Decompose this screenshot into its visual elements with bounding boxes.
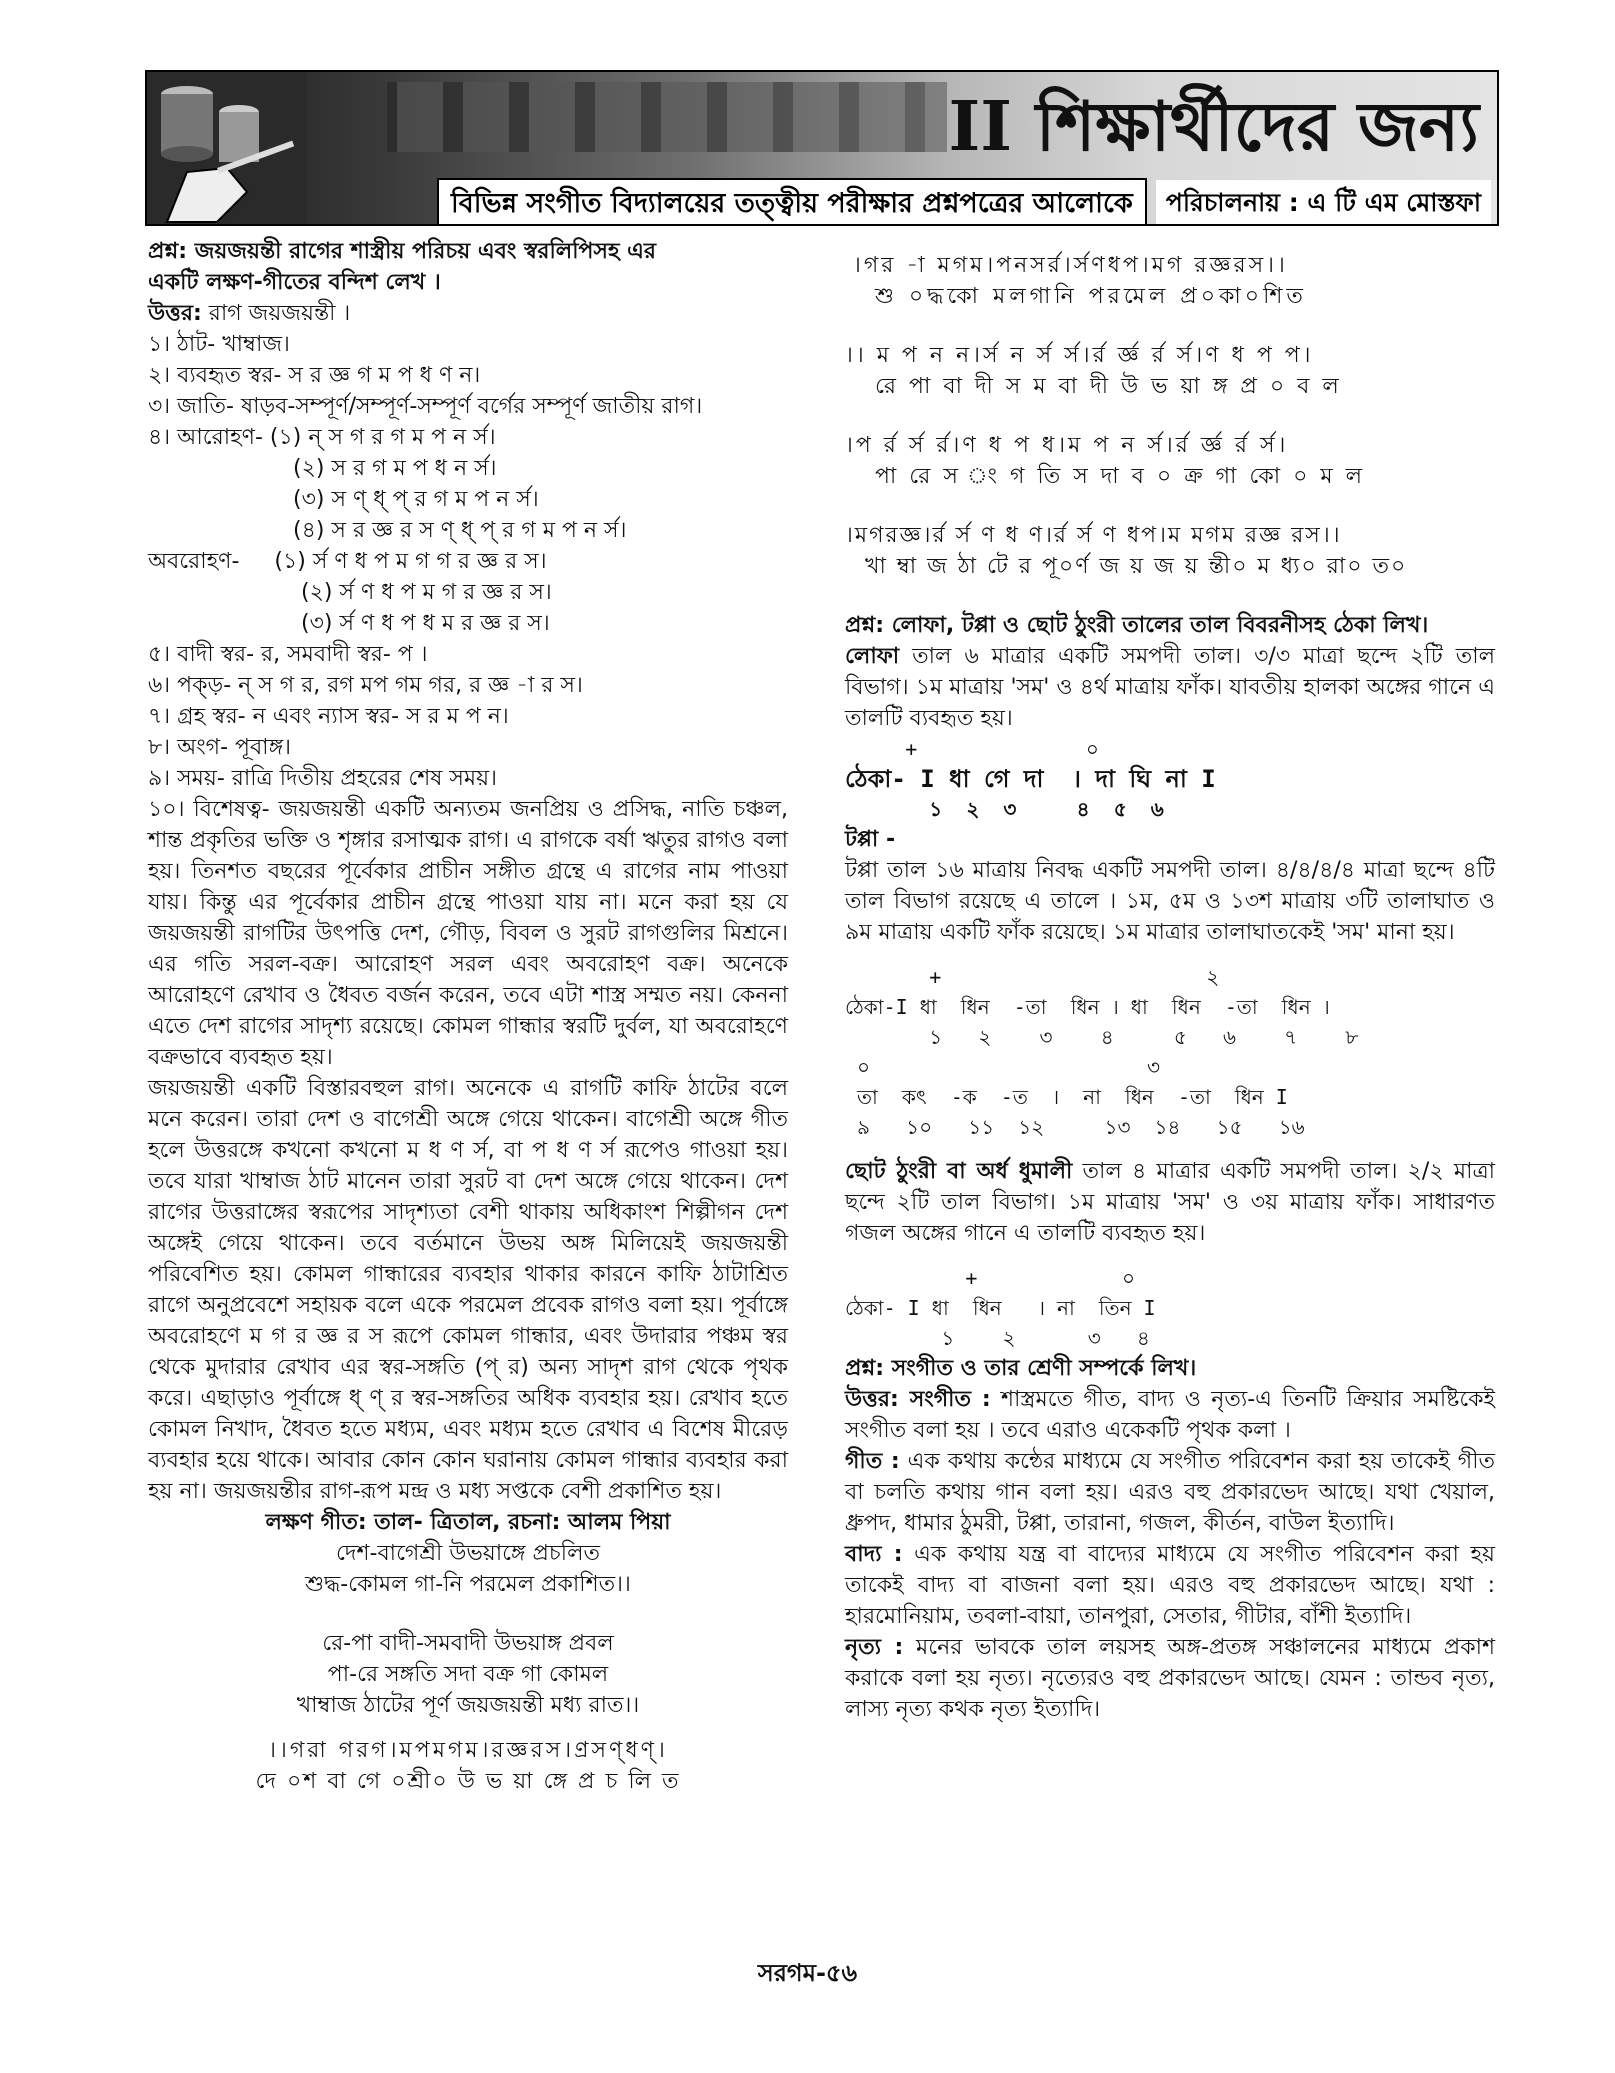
header-banner	[145, 70, 1499, 226]
question-1-cont: একটি লক্ষণ-গীতের বন্দিশ লেখ ।	[148, 270, 441, 295]
chhoto-thumri-numbers: ১ ২ ৩ ৪	[845, 1326, 1150, 1350]
chhoto-thumri-theka: ঠেকা- I ধা ধিন । না তিন I	[845, 1296, 1156, 1320]
banner-credit: পরিচালনায় : এ টি এম মোস্তফা	[1156, 180, 1491, 226]
nritya-description: নৃত্য : মনের ভাবকে তাল লয়সহ অঙ্গ-প্রতঙ্গ সঞ্চালনের মাধ্যমে প্রকাশ করাকে বলা হয় নৃত্য। নৃত্যেরও বহু প্রকারভেদ আছে। যেমন : তান্ডব নৃত্য, লাস্য নৃত্য কথক নৃত্য ইত্যাদি।	[845, 1635, 1495, 1722]
question-1: প্রশ্ন: জয়জয়ন্তী রাগের শাস্ত্রীয় পরিচয় এবং স্বরলিপিসহ এর	[148, 239, 657, 264]
point-8: ৮। অংগ- পূবাঙ্গ।	[148, 735, 292, 760]
tappa-numbers-1: ১ ২ ৩ ৪ ৫ ৬ ৭ ৮	[845, 1025, 1359, 1049]
notation-4-swar: ।প র্র র্স র্র।ণ ধ প ধ।ম প ন র্স।র্র র্জ্ঞ র্র র্স।	[845, 433, 1289, 458]
point-9: ৯। সময়- রাত্রি দিতীয় প্রহরের শেষ সময়।	[148, 766, 497, 791]
banner-subtitle: বিভিন্ন সংগীত বিদ্যালয়ের তত্ত্বীয় পরীক্ষার প্রশ্নপত্রের আলোকে	[437, 178, 1147, 226]
lyric-line-4: পা-রে সঙ্গতি সদা বক্র গা কোমল	[327, 1662, 609, 1687]
banner-title: II শিক্ষার্থীদের জন্য	[948, 87, 1479, 167]
arohan-3: (৩) স ণ্ ধ্ প্ র গ ম প ন র্স।	[293, 487, 539, 512]
arohan-4: (৪) স র জ্ঞ র স ণ্ ধ্ প্ র গ ম প ন র্স।	[293, 518, 627, 543]
point-2: ২। ব্যবহৃত স্বর- স র জ্ঞ গ ম প ধ ণ ন।	[148, 363, 481, 388]
arohan-2: (২) স র গ ম প ধ ন র্স।	[293, 456, 497, 481]
notation-3-swar: ।। ম প ন ন।র্স ন র্স র্স।র্র র্জ্ঞ র্র র্স।ণ ধ প প।	[845, 343, 1314, 368]
notation-1-swar: ।।গরা গরগ।মপমগম।রজ্ঞরস।ণ্রসণ্ধণ্।	[268, 1738, 668, 1763]
abarohan-3: (৩) র্স ণ ধ প ধ ম র জ্ঞ র স।	[301, 611, 550, 636]
point-5: ৫। বাদী স্বর- র, সমবাদী স্বর- প ।	[148, 642, 428, 667]
right-column	[845, 236, 1495, 1725]
tappa-heading: টপ্পা -	[845, 827, 896, 852]
lofa-theka: ঠেকা- I ধা গে দা । দা ঘি না I	[845, 765, 1216, 793]
notation-5-swar: ।মগরজ্ঞ।র্র র্স ণ ধ ণ।র্র র্স ণ ধপ।ম মগম রজ্ঞ রস।।	[845, 523, 1342, 548]
paragraph-raag-detail: জয়জয়ন্তী একটি বিস্তারবহুল রাগ। অনেকে এ রাগটি কাফি ঠাটের বলে মনে করেন। তারা দেশ ও বাগেশ্রী অঙ্গে গেয়ে থাকেন। বাগেশ্রী অঙ্গে গীত হলে উত্তরঙ্গে কখনো কখনো ম ধ ণ র্স, বা প ধ ণ র্স রূপেও গাওয়া হয়। তবে যারা খাম্বাজ ঠাট মানেন তারা সুরট বা দেশ অঙ্গে গেয়ে থাকেন। দেশ রাগের উত্তরাঙ্গের স্বরূপের সাদৃশ্যতা বেশী থাকায় অধিকাংশ শিল্পীগন দেশ অঙ্গেই গেয়ে থাকেন। তবে বর্তমানে উভয় অঙ্গ মিলিয়েই জয়জয়ন্তী পরিবেশিত হয়। কোমল গান্ধারের ব্যবহার থাকার কারনে কাফি ঠাটাশ্রিত রাগে অনুপ্রবেশে সহায়ক বলে একে পরমেল প্রবেক রাগও বলা হয়। পূর্বাঙ্গে অবরোহণে ম গ র জ্ঞ র স রূপে কোমল গান্ধার, এবং উদারার পঞ্চম স্বর থেকে মুদারার রেখাব এর স্বর-সঙ্গতি (প্‌ র) অন্য সাদৃশ রাগ থেকে পৃথক করে। এছাড়াও পূর্বাঙ্গে ধ্ ণ্ র স্বর-সঙ্গতির অধিক ব্যবহার হয়। রেখাব হতে কোমল নিখাদ, ধৈবত হতে মধ্যম, এবং মধ্যম হতে রেখাব এ বিশেষ মীরেড় ব্যবহার হয়ে থাকে। আবার কোন কোন ঘরানায় কোমল গান্ধার ব্যবহার করা হয় না। জয়জয়ন্তীর রাগ-রূপ মন্দ্র ও মধ্য সপ্তকে বেশী প্রকাশিত হয়।	[148, 1076, 788, 1504]
point-3: ৩। জাতি- ষাড়ব-সম্পূর্ণ/সম্পূর্ণ-সম্পূর্ণ বর্গের সম্পূর্ণ জাতীয় রাগ।	[148, 394, 703, 419]
point-7: ৭। গ্রহ স্বর- ন এবং ন্যাস স্বর- স র ম প ন।	[148, 704, 509, 729]
lofa-description: লোফা তাল ৬ মাত্রার একটি সমপদী তাল। ৩/৩ মাত্রা ছন্দে ২টি তাল বিভাগ। ১ম মাত্রায় 'সম' ও ৪র্থ মাত্রায় ফাঁক। যাবতীয় হালকা অঙ্গের গানে এ তালটি ব্যবহৃত হয়।	[845, 644, 1495, 731]
tappa-theka-1: ঠেকা-I ধা ধিন -তা ধিন । ধা ধিন -তা ধিন ।	[845, 995, 1330, 1019]
abarohan-1: অবরোহণ- (১) র্স ণ ধ প ম গ গ র জ্ঞ র স।	[148, 549, 547, 574]
badya-description: বাদ্য : এক কথায় যন্ত্র বা বাদ্যের মাধ্যমে যে সংগীত পরিবেশন করা হয় তাকেই বাদ্য বা বাজনা বলা হয়। এরও বহু প্রকারভেদ আছে। যথা : হারমোনিয়াম, তবলা-বায়া, তানপুরা, সেতার, গীটার, বাঁশী ইত্যাদি।	[845, 1542, 1495, 1629]
abarohan-2: (২) র্স ণ ধ প ম গ র জ্ঞ র স।	[301, 580, 552, 605]
tappa-numbers-2: ৯ ১০ ১১ ১২ ১৩ ১৪ ১৫ ১৬	[845, 1115, 1305, 1139]
point-6: ৬। পক্‌ড়- ন্ স গ র, রগ মপ গম গর, র জ্ঞ -া র স।	[148, 673, 583, 698]
answer-1: উত্তর: রাগ জয়জয়ন্তী ।	[148, 301, 351, 326]
lyric-line-2: শুদ্ধ-কোমল গা-নি পরমেল প্রকাশিত।।	[305, 1572, 631, 1597]
tappa-description: টপ্পা তাল ১৬ মাত্রায় নিবদ্ধ একটি সমপদী তাল। ৪/৪/৪/৪ মাত্রা ছন্দে ৪টি তাল বিভাগ রয়েছে এ তালে । ১ম, ৫ম ও ১৩শ মাত্রায় ৩টি তালাঘাত ও ৯ম মাত্রায় একটি ফাঁক রয়েছে। ১ম মাত্রার তালাঘাতকেই 'সম' মানা হয়।	[845, 858, 1495, 945]
notation-4-words: পা রে স ং গ তি স দা ব ০ ক্র গা কো ০ ম ল	[875, 464, 1365, 489]
point-1: ১। ঠাট- খাম্বাজ।	[148, 332, 290, 357]
tappa-marks-2: ০ ৩	[845, 1055, 1160, 1079]
point-4-arohan: ৪। আরোহণ- (১) ন্ স গ র গ ম প ন র্স।	[148, 425, 496, 450]
notation-5-words: খা ম্বা জ ঠা টে র পূ০র্ণ জ য় জ য় ন্তী০ ম ধ্য০ রা০ ত০	[865, 554, 1408, 579]
geet-description: গীত : এক কথায় কন্ঠের মাধ্যমে যে সংগীত পরিবেশন করা হয় তাকেই গীত বা চলতি কথায় গান বলা হয়। এরও বহু প্রকারভেদ আছে। যথা খেয়াল, ধ্রুপদ, ধামার ঠুমরী, টপ্পা, তারানা, গজল, কীর্তন, বাউল ইত্যাদি।	[845, 1449, 1495, 1536]
lofa-marks: + ০	[845, 737, 1099, 761]
lofa-numbers: ১ ২ ৩ ৪ ৫ ৬	[845, 797, 1164, 821]
lyric-line-3: রে-পা বাদী-সমবাদী উভয়াঙ্গ প্রবল	[322, 1631, 614, 1656]
lyric-line-1: দেশ-বাগেশ্রী উভয়াঙ্গে প্রচলিত	[336, 1541, 600, 1566]
question-3: প্রশ্ন: সংগীত ও তার শ্রেণী সম্পর্কে লিখ।	[845, 1356, 1197, 1381]
page-number: সরগম-৫৬	[757, 1959, 858, 1987]
lyric-line-5: খাম্বাজ ঠাটের পূর্ণ জয়জয়ন্তী মধ্য রাত।।	[296, 1693, 640, 1718]
tappa-marks-1: + ২	[845, 965, 1220, 989]
point-10: ১০। বিশেষত্ব- জয়জয়ন্তী একটি অন্যতম জনপ্রিয় ও প্রসিদ্ধ, নাতি চঞ্চল, শান্ত প্রকৃতির ভক্তি ও শৃঙ্গার রসাত্মক রাগ। এ রাগকে বর্ষা ঋতুর রাগও বলা হয়। তিনশত বছরের পূর্বেকার প্রাচীন সঙ্গীত গ্রন্থে এ রাগের নাম পাওয়া যায়। কিন্তু এর পূর্বেকার প্রাচীন গ্রন্থে পাওয়া যায় না। মনে করা হয় যে জয়জয়ন্তী রাগটির উৎপত্তি দেশ, গৌড়, বিবল ও সুরট রাগগুলির মিশ্রনে। এর গতি সরল-বক্র। আরোহণ সরল এবং অবরোহণ বক্র। অনেকে আরোহণে রেখাব ও ধৈবত বর্জন করেন, তবে এটা শাস্ত্র সম্মত নয়। কেননা এতে দেশ রাগের সাদৃশ্য রয়েছে। কোমল গান্ধার স্বরটি দুর্বল, যা অবরোহণে বক্রভাবে ব্যবহৃত হয়।	[148, 797, 788, 1070]
notation-3-words: রে পা বা দী স ম বা দী উ ভ য়া ঙ্গ প্র ০ ব ল	[875, 374, 1342, 399]
lakshan-geet-heading: লক্ষণ গীত: তাল- ত্রিতাল, রচনা: আলম পিয়া	[265, 1510, 671, 1535]
left-column	[148, 236, 788, 1797]
chhoto-thumri-marks: + ০	[845, 1266, 1135, 1290]
question-2: প্রশ্ন: লোফা, টপ্পা ও ছোট ঠুংরী তালের তাল বিবরনীসহ ঠেকা লিখ।	[845, 613, 1429, 638]
answer-3-sangeet: উত্তর: সংগীত : শাস্ত্রমতে গীত, বাদ্য ও নৃত্য-এ তিনটি ক্রিয়ার সমষ্টিকেই সংগীত বলা হয় । তবে এরাও একেকটি পৃথক কলা ।	[845, 1387, 1496, 1443]
notation-2-swar: ।গর -া মগম।পনসর্র।র্সণধপ।মগ রজ্ঞরস।।	[853, 253, 1288, 278]
notation-1-words: দে ০শ বা গে ০শ্রী০ উ ভ য়া ঙ্গে প্র চ লি ত	[255, 1769, 681, 1794]
film-strip-decoration	[387, 82, 947, 152]
chhoto-thumri-description: ছোট ঠুংরী বা অর্ধ ধুমালী তাল ৪ মাত্রার একটি সমপদী তাল। ২/২ মাত্রা ছন্দে ২টি তাল বিভাগ। ১ম মাত্রায় 'সম' ও ৩য় মাত্রায় ফাঁক। সাধারণত গজল অঙ্গের গানে এ তালটি ব্যবহৃত হয়।	[845, 1159, 1495, 1246]
tappa-theka-2: তা কৎ -ক -ত । না ধিন -তা ধিন I	[845, 1085, 1288, 1109]
instruments-illustration	[147, 72, 307, 224]
notation-2-words: শু ০দ্ধকো মলগানি পরমেল প্র০কা০শিত	[875, 284, 1307, 309]
